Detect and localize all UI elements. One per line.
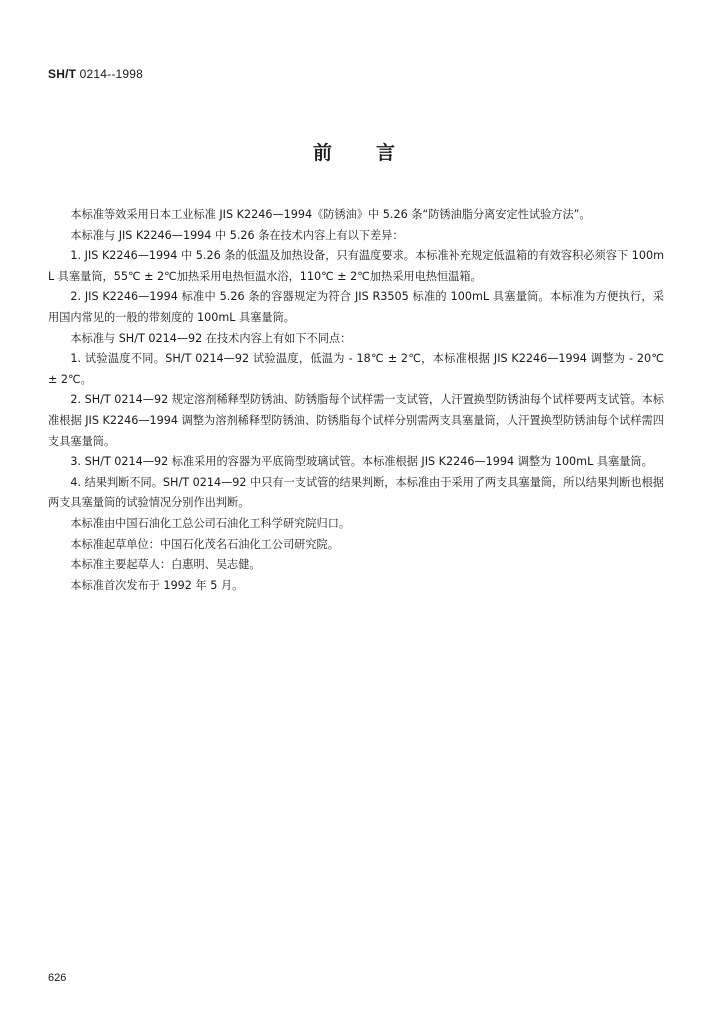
foreword-body <box>48 205 664 596</box>
paragraph-sh-difference-2: 2. SH/T 0214—92 规定溶剂稀释型防锈油、防锈脂每个试样需一支试管，人汗置换型防锈油每个试样要两支试管。本标准根据 JIS K2246—1994 调整为溶剂稀释型防锈油、防锈脂每个试样分别需两支具塞量筒，人汗置换型防锈油每个试样需四支具塞量筒。 <box>48 393 664 448</box>
page-number: 626 <box>48 972 67 984</box>
paragraph-jis-differences-intro: 本标准与 JIS K2246—1994 中 5.26 条在技术内容上有以下差异： <box>70 228 404 242</box>
page-title: 前言 <box>312 142 439 164</box>
paragraph-sh-differences-intro: 本标准与 SH/T 0214—92 在技术内容上有如下不同点： <box>70 331 352 345</box>
paragraph-jis-difference-2: 2. JIS K2246—1994 标准中 5.26 条的容器规定为符合 JIS R3505 标准的 100mL 具塞量筒。本标准为方便执行，采用国内常见的一般的带刻度的 100mL 具塞量筒。 <box>48 290 664 324</box>
standard-code-number: 0214--1998 <box>76 67 144 81</box>
paragraph-sh-difference-3: 3. SH/T 0214—92 标准采用的容器为平底筒型玻璃试管。本标准根据 JIS K2246—1994 调整为 100mL 具塞量筒。 <box>70 455 653 469</box>
paragraph-drafting-unit: 本标准起草单位：中国石化茂名石油化工公司研究院。 <box>70 537 339 551</box>
standard-code-prefix: SH/T <box>48 67 77 81</box>
paragraph-main-drafters: 本标准主要起草人：白惠明、吴志健。 <box>70 558 261 572</box>
paragraph-sh-difference-1: 1. 试验温度不同。SH/T 0214—92 试验温度，低温为 - 18℃ ± 2℃，本标准根据 JIS K2246—1994 调整为 - 20℃ ± 2℃。 <box>48 352 664 386</box>
paragraph-first-issued: 本标准首次发布于 1992 年 5 月。 <box>70 578 244 592</box>
paragraph-centralized-by: 本标准由中国石油化工总公司石油化工科学研究院归口。 <box>70 516 351 530</box>
standard-code-header <box>48 67 143 81</box>
paragraph-sh-difference-4: 4. 结果判断不同。SH/T 0214—92 中只有一支试管的结果判断，本标准由于采用了两支具塞量筒，所以结果判断也根据两支具塞量筒的试验情况分别作出判断。 <box>48 475 664 510</box>
paragraph-jis-difference-1: 1. JIS K2246—1994 中 5.26 条的低温及加热设备，只有温度要求。本标准补充规定低温箱的有效容积必须容下 100mL 具塞量筒，55℃ ± 2℃加热采用电热恒温水浴，110℃ ± 2℃加热采用电热恒温箱。 <box>48 249 664 283</box>
paragraph-adoption: 本标准等效采用日本工业标准 JIS K2246—1994《防锈油》中 5.26 条“防锈油脂分离安定性试验方法”。 <box>70 208 591 221</box>
